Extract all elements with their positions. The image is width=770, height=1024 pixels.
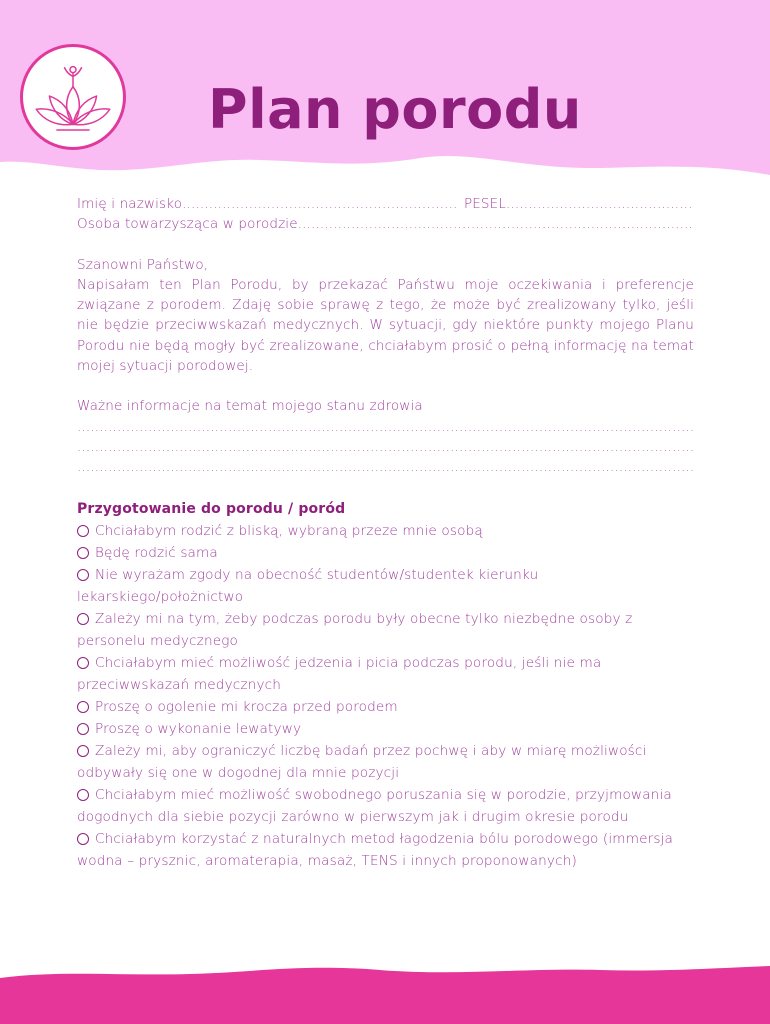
option-label: Chciałabym rodzić z bliską, wybraną przeze mnie osobą: [95, 522, 483, 539]
document-body: [77, 194, 694, 872]
letter-body: Napisałam ten Plan Porodu, by przekazać Państwu moje oczekiwania i preferencje związane z porodem. Zdaję sobie sprawę z tego, że może być zrealizowany tylko, jeśli nie będzie przeciwwskazań medycznych. W sytuacji, gdy niektóre punkty mojego Planu Porodu nie będą mogły być zrealizowane, chciałabym prosić o pełną informację na temat mojej sytuacji porodowej.: [77, 276, 694, 375]
radio-button[interactable]: [77, 789, 89, 801]
preparation-title: Przygotowanie do porodu / poród: [77, 500, 346, 517]
companion-row: [77, 214, 694, 234]
list-item[interactable]: [77, 718, 694, 740]
option-label: Chciałabym mieć możliwość jedzenia i picia podczas porodu, jeśli nie ma przeciwwskazań medycznych: [77, 654, 602, 693]
name-pesel-row: [77, 194, 694, 214]
option-label: Nie wyrażam zgody na obecność studentów/studentek kierunku lekarskiego/położnictwo: [77, 566, 539, 605]
radio-button[interactable]: [77, 657, 89, 669]
name-field[interactable]: [182, 194, 458, 214]
radio-button[interactable]: [77, 833, 89, 845]
lotus-logo: [20, 44, 126, 150]
health-line-3[interactable]: [77, 457, 694, 477]
health-line-1[interactable]: [77, 417, 694, 437]
list-item[interactable]: [77, 520, 694, 542]
list-item[interactable]: [77, 652, 694, 696]
health-label: Ważne informacje na temat mojego stanu zdrowia: [77, 398, 423, 415]
radio-button[interactable]: [77, 723, 89, 735]
page-title: Plan porodu: [208, 78, 582, 141]
radio-button[interactable]: [77, 745, 89, 757]
option-label: Zależy mi na tym, żeby podczas porodu były obecne tylko niezbędne osoby z personelu medycznego: [77, 610, 633, 649]
list-item[interactable]: [77, 828, 694, 872]
radio-button[interactable]: [77, 525, 89, 537]
option-label: Chciałabym korzystać z naturalnych metod łagodzenia bólu porodowego (immersja wodna – prysznic, aromaterapia, masaż, TENS i innych proponowanych): [77, 830, 673, 869]
option-label: Będę rodzić sama: [95, 544, 218, 561]
lotus-icon: [23, 47, 123, 147]
option-label: Zależy mi, aby ograniczyć liczbę badań przez pochwę i aby w miarę możliwości odbywały się one w dogodnej dla mnie pozycji: [77, 742, 647, 781]
option-label: Chciałabym mieć możliwość swobodnego poruszania się w porodzie, przyjmowania dogodnych dla siebie pozycji zarówno w pierwszym jak i drugim okresie porodu: [77, 786, 672, 825]
option-label: Proszę o ogolenie mi krocza przed porodem: [95, 698, 398, 715]
footer-background: [0, 964, 770, 1024]
list-item[interactable]: [77, 740, 694, 784]
radio-button[interactable]: [77, 547, 89, 559]
radio-button[interactable]: [77, 701, 89, 713]
radio-button[interactable]: [77, 613, 89, 625]
option-label: Proszę o wykonanie lewatywy: [95, 720, 302, 737]
letter-greeting: Szanowni Państwo,: [77, 256, 209, 273]
companion-field[interactable]: [298, 214, 694, 234]
health-line-2[interactable]: [77, 437, 694, 457]
pesel-field[interactable]: [506, 194, 694, 214]
radio-button[interactable]: [77, 569, 89, 581]
list-item[interactable]: [77, 564, 694, 608]
companion-label: Osoba towarzysząca w porodzie: [77, 216, 298, 233]
list-item[interactable]: [77, 542, 694, 564]
list-item[interactable]: [77, 696, 694, 718]
preparation-options: [77, 520, 694, 872]
list-item[interactable]: [77, 784, 694, 828]
name-label: Imię i nazwisko: [77, 196, 183, 212]
list-item[interactable]: [77, 608, 694, 652]
pesel-label: PESEL: [463, 196, 506, 212]
